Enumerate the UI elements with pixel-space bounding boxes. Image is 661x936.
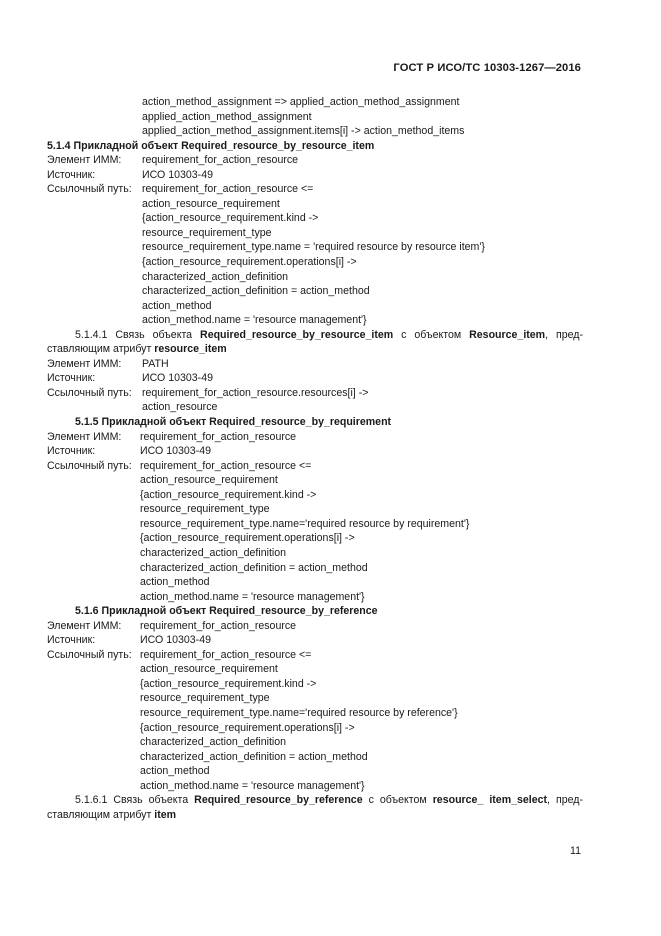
path-line: characterized_action_definition = action_method (140, 561, 368, 574)
subsection-paragraph-5-1-4-1 (47, 328, 583, 343)
path-line: action_resource_requirement (142, 197, 280, 210)
mim-element-label: Элемент ИММ: (47, 357, 122, 370)
path-line: characterized_action_definition (140, 546, 287, 559)
source-value: ИСО 10303-49 (142, 372, 213, 385)
path-line: requirement_for_action_resource <= (140, 459, 312, 472)
mim-element-label: Элемент ИММ: (47, 430, 122, 443)
path-line: {action_resource_requirement.operations[i] -> (140, 721, 355, 734)
section-heading-5-1-6 (47, 604, 583, 619)
path-line: resource_requirement_type.name = 'required resource by resource item'} (142, 241, 485, 254)
reference-path-row (47, 182, 583, 197)
reference-path-label: Ссылочный путь: (47, 648, 132, 661)
path-line: resource_requirement_type (140, 503, 270, 516)
path-line: action_method (142, 299, 212, 312)
para-text: 5.1.6.1 Связь объекта (75, 794, 195, 807)
mim-element-value: requirement_for_action_resource (142, 154, 299, 167)
source-value: ИСО 10303-49 (140, 634, 211, 647)
mim-element-row (47, 153, 583, 168)
path-line: requirement_for_action_resource <= (142, 183, 314, 196)
path-line: applied_action_method_assignment (142, 110, 312, 123)
para-text: , пред- (545, 328, 584, 341)
path-line: resource_requirement_type.name='required resource by reference'} (140, 706, 458, 719)
mim-element-row (47, 357, 583, 372)
heading-prefix: 5.1.4 Прикладной объект (47, 139, 182, 152)
entity-name: resource_ item_select (432, 794, 548, 807)
path-line: action_resource_requirement (140, 474, 278, 487)
mim-element-row (47, 619, 583, 634)
entity-name: Required_resource_by_reference (194, 794, 363, 807)
path-line: action_method.name = 'resource management'} (140, 590, 365, 603)
path-line: {action_resource_requirement.kind -> (140, 488, 317, 501)
para-text: ставляющим атрибут (47, 343, 155, 356)
mim-element-label: Элемент ИММ: (47, 154, 122, 167)
source-row (47, 444, 583, 459)
subsection-paragraph-continuation (47, 342, 583, 357)
path-line: requirement_for_action_resource.resources[i] -> (142, 386, 369, 399)
section-heading-5-1-4 (47, 139, 583, 154)
reference-path-label: Ссылочный путь: (47, 459, 132, 472)
reference-path-row (47, 459, 583, 474)
heading-prefix: 5.1.6 Прикладной объект (75, 605, 210, 618)
path-line: action_resource_requirement (140, 663, 278, 676)
mim-element-value: PATH (142, 357, 169, 370)
heading-entity-name: Required_resource_by_reference (209, 605, 378, 618)
reference-path-label: Ссылочный путь: (47, 183, 132, 196)
source-value: ИСО 10303-49 (140, 445, 211, 458)
page-number: 11 (570, 845, 581, 857)
source-label: Источник: (47, 634, 96, 647)
path-line: characterized_action_definition (140, 736, 287, 749)
para-text: ставляющим атрибут (47, 808, 155, 821)
source-row (47, 168, 583, 183)
path-line: action_method_assignment => applied_action_method_assignment (142, 96, 460, 108)
mim-element-value: requirement_for_action_resource (140, 430, 297, 443)
path-line: {action_resource_requirement.kind -> (142, 212, 319, 225)
attribute-name: resource_item (154, 343, 227, 356)
reference-path-row (47, 648, 583, 663)
entity-name: Required_resource_by_resource_item (200, 328, 394, 341)
section-heading-5-1-5 (47, 415, 583, 430)
path-line: requirement_for_action_resource <= (140, 648, 312, 661)
attribute-name: item (154, 808, 177, 821)
path-line: applied_action_method_assignment.items[i] -> action_method_items (142, 125, 465, 138)
entity-name: Resource_item (469, 328, 546, 341)
document-code-header: ГОСТ Р ИСО/ТС 10303-1267—2016 (393, 62, 581, 74)
heading-entity-name: Required_resource_by_requirement (209, 416, 392, 429)
path-line: {action_resource_requirement.operations[i] -> (140, 532, 355, 545)
path-line: characterized_action_definition = action_method (142, 285, 370, 298)
path-line: action_resource (142, 401, 218, 414)
para-text: с объектом (362, 794, 433, 807)
source-value: ИСО 10303-49 (142, 168, 213, 181)
page-body (47, 95, 583, 822)
path-line: action_method.name = 'resource management'} (142, 314, 367, 327)
para-text: с объектом (393, 328, 470, 341)
mim-element-label: Элемент ИММ: (47, 619, 122, 632)
source-label: Источник: (47, 372, 96, 385)
para-text: , пред- (547, 794, 583, 807)
path-line: characterized_action_definition (142, 270, 289, 283)
heading-entity-name: Required_resource_by_resource_item (181, 139, 375, 152)
source-label: Источник: (47, 168, 96, 181)
reference-path-label: Ссылочный путь: (47, 386, 132, 399)
path-line: characterized_action_definition = action_method (140, 750, 368, 763)
path-line: resource_requirement_type (140, 692, 270, 705)
para-text: 5.1.4.1 Связь объекта (75, 328, 201, 341)
path-line: action_method.name = 'resource management'} (140, 779, 365, 792)
subsection-paragraph-continuation (47, 808, 583, 823)
path-line: action_method (140, 576, 210, 589)
path-line: {action_resource_requirement.kind -> (140, 677, 317, 690)
source-row (47, 371, 583, 386)
path-line: action_method (140, 765, 210, 778)
path-line: resource_requirement_type.name='required resource by requirement'} (140, 517, 470, 530)
path-line: resource_requirement_type (142, 226, 272, 239)
mim-element-row (47, 430, 583, 445)
mim-element-value: requirement_for_action_resource (140, 619, 297, 632)
source-label: Источник: (47, 445, 96, 458)
heading-prefix: 5.1.5 Прикладной объект (75, 416, 210, 429)
subsection-paragraph-5-1-6-1 (47, 793, 583, 808)
source-row (47, 633, 583, 648)
reference-path-row (47, 386, 583, 401)
path-line: {action_resource_requirement.operations[i] -> (142, 256, 357, 269)
